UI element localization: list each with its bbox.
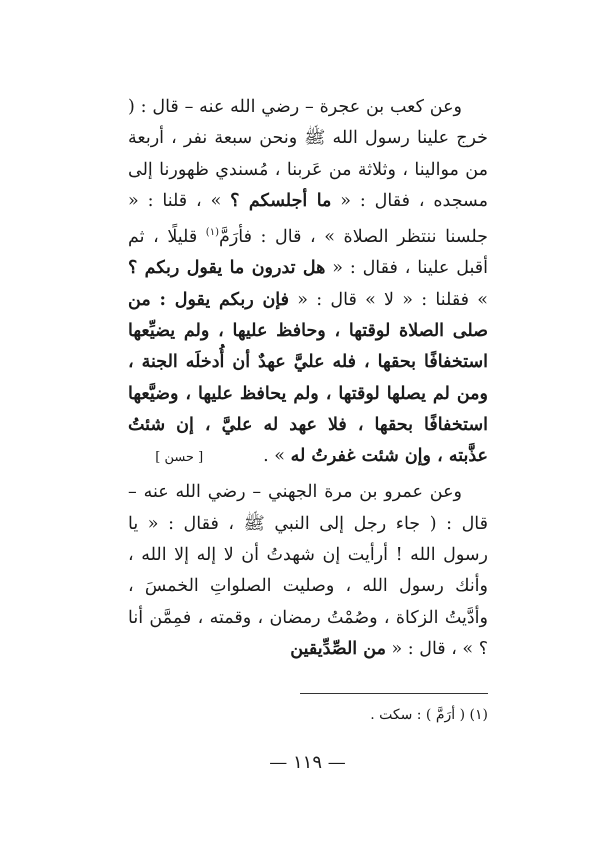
hadith-kab-intro: وعن كعب بن عجرة – رضي الله عنه – قال : ( خرج علينا رسول الله ﷺ ونحن سبعة نفر ، أربعة من موالينا ، وثلاثة من عَربنا ، مُسندي ظهورنا إلى مسجده ، فقال : « (128, 97, 488, 211)
quote-ma-ajlasakum: ما أجلسكم ؟ (230, 190, 332, 211)
hadith-grade: [ حسن ] (155, 450, 204, 466)
hadith-amr-text: وعن عمرو بن مرة الجهني – رضي الله عنه – قال : ( جاء رجل إلى النبي ﷺ ، فقال : « يا رسول الله ! أرأيت إن شهدتُ أن لا إله إلا الله ، وأنك رسول الله ، وصليت الصلواتِ الخمسَ ، وأدَّيتُ الزكاة ، وصُمْتُ رمضان ، وقمته ، فمِمَّن أنا ؟ » ، قال : « (128, 482, 488, 659)
quote-hal-tadroon: هل تدرون ما يقول ربكم ؟ (128, 258, 326, 279)
hadith-kab-middle-2: قليلًا ، ثم أقبل علينا ، فقال : « (128, 227, 488, 279)
paragraph-hadith-amr (128, 477, 488, 665)
quote-rabbukum-yaqool: فإن ربكم يقول : من صلى الصلاة لوقتها ، وحافظ عليها ، ولم يضيِّعها استخفافًا بحقها ، فله عليَّ عهدٌ أن أُدخلَه الجنة ، ومن لم يصلها لوقتها ، ولم يحافظ عليها ، وضيَّعها استخفافًا بحقها ، فلا عهد له عليَّ ، إن شئتُ عذَّبته ، وإن شئت غفرتُ له (128, 289, 488, 467)
footnote-number: (١) (469, 707, 488, 723)
hadith-kab-end: » . (263, 446, 291, 467)
main-text (128, 92, 488, 665)
footnote (128, 703, 488, 727)
paragraph-hadith-kab (128, 92, 488, 473)
quote-min-as-siddiqeen: من الصِّدِّيقين (290, 638, 386, 659)
footnote-text: ( أرَمَّ ) : سكت . (370, 707, 466, 723)
hadith-kab-middle-3: » فقلنا : « لا » قال : « (289, 289, 489, 310)
footnote-separator (300, 693, 488, 694)
hadith-kab-middle-1: » ، قلنا : « جلسنا ننتظر الصلاة » ، قال : فأرَمَّ (128, 190, 488, 248)
footnote-reference[interactable]: (١) (205, 227, 219, 239)
page-number: — ١١٩ — (269, 752, 346, 773)
